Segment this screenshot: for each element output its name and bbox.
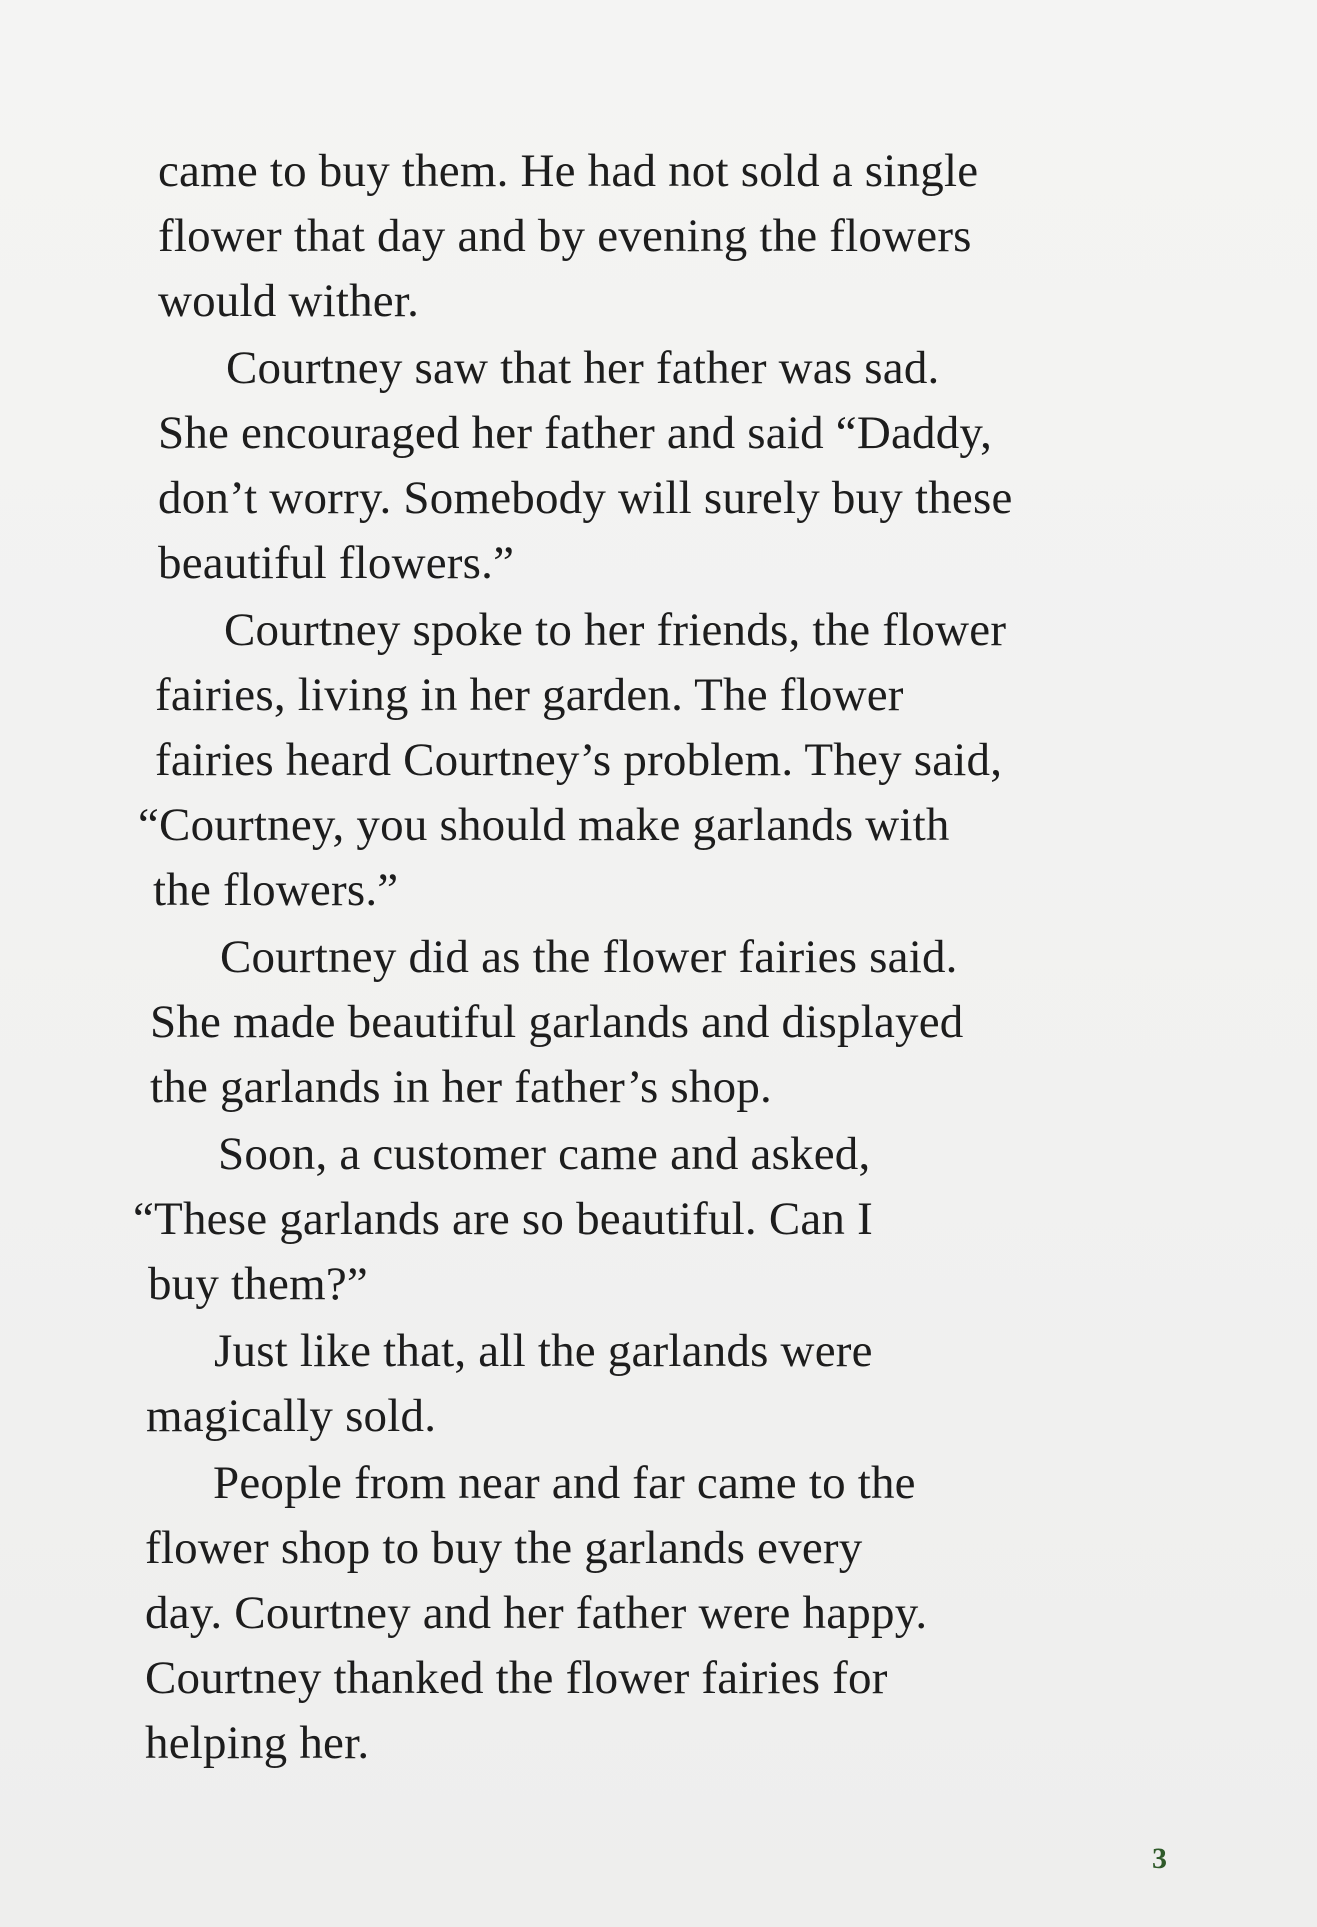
story-line: buy them?” [148,1258,368,1310]
story-line: flower that day and by evening the flowers [158,210,972,262]
story-line: fairies, living in her garden. The flower [155,669,904,721]
story-line: beautiful flowers.” [158,537,515,589]
story-line: “These garlands are so beautiful. Can I [133,1193,873,1245]
story-line: magically sold. [146,1390,437,1442]
story-line: Courtney spoke to her friends, the flower [224,604,1007,656]
page-number: 3 [1152,1842,1167,1875]
story-line: Soon, a customer came and asked, [218,1128,871,1180]
story-line: day. Courtney and her father were happy. [145,1587,928,1639]
story-line: would wither. [158,275,420,327]
story-line: fairies heard Courtney’s problem. They said, [155,734,1003,786]
story-line: the garlands in her father’s shop. [150,1061,772,1113]
story-line: helping her. [145,1717,370,1769]
story-line: the flowers.” [153,864,399,916]
story-line: Courtney thanked the flower fairies for [145,1652,888,1704]
story-line: don’t worry. Somebody will surely buy these [158,472,1013,524]
story-line: She encouraged her father and said “Daddy, [158,407,993,459]
story-line: came to buy them. He had not sold a single [158,145,979,197]
story-line: Courtney did as the flower fairies said. [220,931,958,983]
story-line: People from near and far came to the [213,1457,916,1509]
story-line: Courtney saw that her father was sad. [226,342,940,394]
story-line: flower shop to buy the garlands every [145,1522,863,1574]
story-line: “Courtney, you should make garlands with [138,799,950,851]
story-line: Just like that, all the garlands were [214,1325,873,1377]
story-line: She made beautiful garlands and displayed [150,996,964,1048]
